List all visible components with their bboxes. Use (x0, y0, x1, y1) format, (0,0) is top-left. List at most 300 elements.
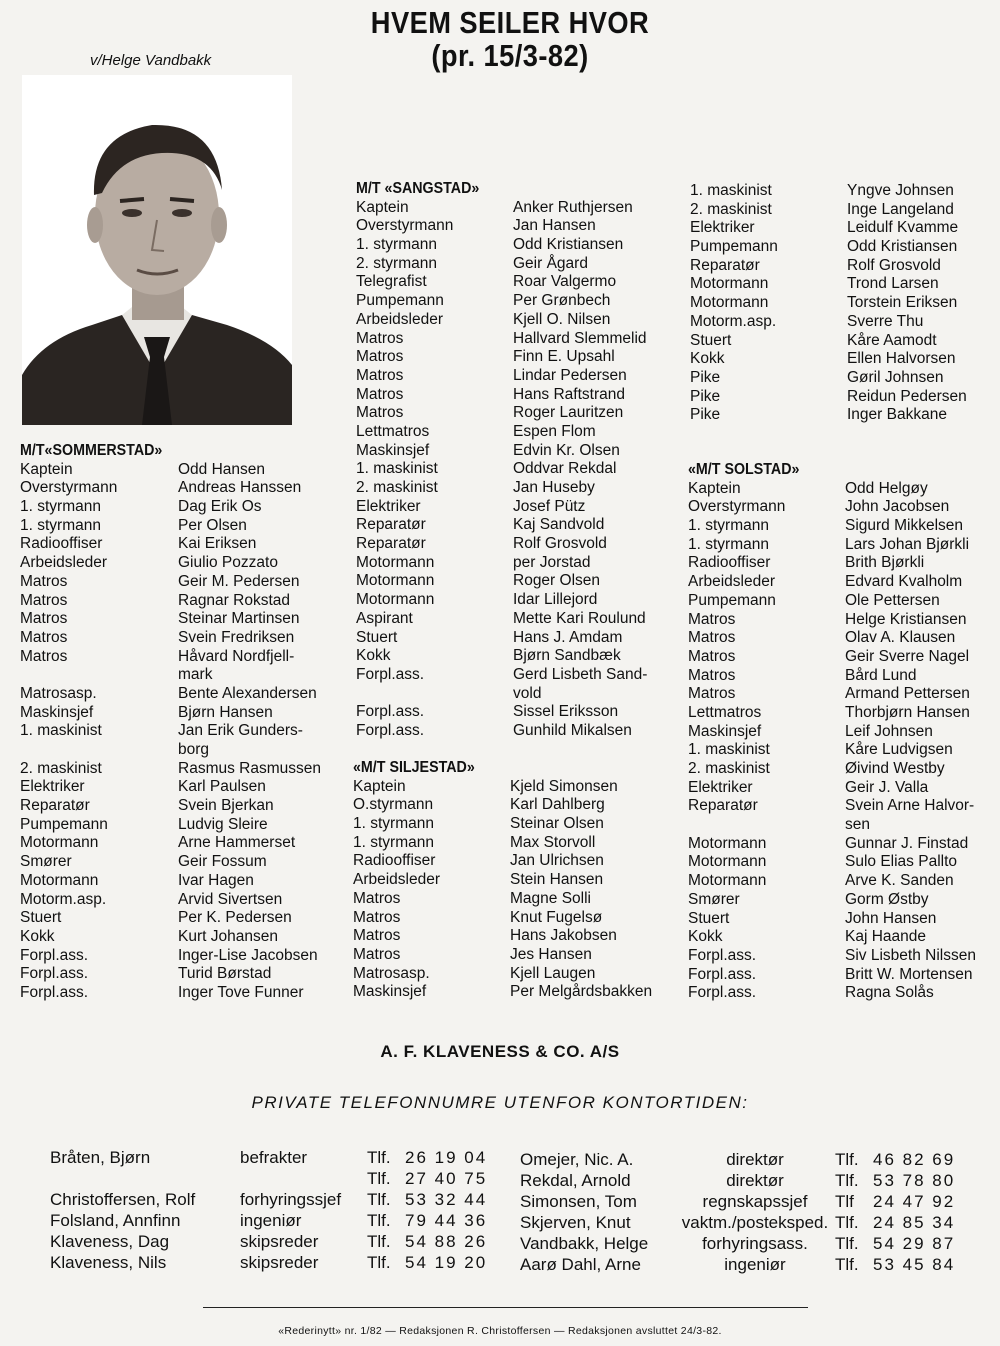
crew-row (356, 498, 686, 517)
crew-row (356, 311, 686, 330)
crew-name: Arve K. Sanden (845, 872, 954, 890)
crew-row (690, 332, 990, 351)
crew-row (688, 667, 993, 686)
crew-role: Elektriker (690, 219, 755, 237)
crew-name: Geir Fossum (178, 853, 267, 871)
crew-role: 1. maskinist (688, 741, 770, 759)
crew-name: per Jorstad (513, 553, 591, 571)
crew-name: Bente Alexandersen (178, 684, 317, 702)
phone-number: 53 78 80 (873, 1171, 956, 1190)
crew-row (688, 947, 993, 966)
crew-row (688, 835, 993, 854)
crew-row (356, 199, 686, 218)
crew-name: Odd Kristiansen (513, 236, 624, 254)
crew-role: 1. styrmann (20, 498, 101, 516)
crew-row (353, 852, 683, 871)
crew-name: Inger Bakkane (847, 406, 947, 424)
crew-role: 2. maskinist (690, 200, 772, 218)
crew-role: Matros (688, 610, 736, 628)
byline: v/Helge Vandbakk (90, 52, 212, 69)
crew-row (20, 853, 340, 872)
crew-row (20, 704, 340, 723)
crew-row (20, 741, 340, 760)
crew-row (688, 592, 993, 611)
crew-role (20, 666, 178, 685)
phone-number: 24 85 34 (873, 1213, 956, 1232)
crew-name: Jan Hansen (513, 217, 596, 235)
crew-role: Lettmatros (356, 422, 430, 440)
crew-row (353, 778, 683, 797)
crew-role: Kaptein (356, 198, 409, 216)
crew-role: Motormann (688, 853, 767, 871)
crew-row (356, 423, 686, 442)
crew-name: Reidun Pedersen (847, 387, 967, 405)
crew-role: 1. maskinist (20, 722, 102, 740)
crew-name: Edvard Kvalholm (845, 573, 963, 591)
crew-role: Arbeidsleder (20, 554, 108, 572)
crew-row (20, 629, 340, 648)
phone-person-title: ingeniør (724, 1255, 786, 1274)
crew-row (356, 591, 686, 610)
crew-row (20, 498, 340, 517)
crew-row (20, 685, 340, 704)
crew-row (690, 350, 990, 369)
crew-role: Arbeidsleder (353, 871, 441, 889)
crew-role: Elektriker (356, 497, 421, 515)
crew-role: Forpl.ass. (356, 703, 425, 721)
crew-role: Matros (353, 889, 401, 907)
footer-credits: «Rederinytt» nr. 1/82 — Redaksjonen R. Christoffersen — Redaksjonen avsluttet 24/3-82. (278, 1325, 722, 1337)
crew-name: Idar Lillejord (513, 591, 598, 609)
crew-role: 2. maskinist (688, 760, 770, 777)
crew-row (690, 369, 990, 388)
crew-role (688, 816, 845, 835)
phone-row (50, 1210, 520, 1231)
crew-role: Matros (688, 629, 736, 647)
phone-person-title: forhyringsass. (702, 1234, 808, 1253)
crew-row (20, 573, 340, 592)
crew-row (356, 273, 686, 292)
crew-role: Matros (356, 404, 404, 422)
crew-name: Kåre Ludvigsen (845, 741, 953, 759)
crew-name: Arne Hammerset (178, 834, 296, 852)
phone-person-title: forhyringssjef (240, 1190, 342, 1209)
phone-row (520, 1233, 970, 1254)
crew-list-solstad (688, 461, 993, 1003)
crew-name: Gøril Johnsen (847, 368, 944, 386)
crew-name: Hans Jakobsen (510, 927, 617, 945)
crew-role: Motorm.asp. (20, 890, 107, 908)
crew-name: Lars Johan Bjørkli (845, 535, 970, 553)
crew-role: Forpl.ass. (20, 983, 89, 1001)
crew-role: Kokk (688, 928, 723, 946)
crew-name: Britt W. Mortensen (845, 965, 973, 983)
crew-role: Matros (353, 927, 401, 945)
crew-row (20, 610, 340, 629)
crew-role: Matros (688, 666, 736, 684)
crew-name: Mette Kari Roulund (513, 609, 646, 627)
crew-row (688, 816, 993, 835)
crew-row (20, 592, 340, 611)
crew-role: Lettmatros (688, 703, 762, 721)
crew-name: Brith Bjørkli (845, 554, 925, 572)
crew-name: Giulio Pozzato (178, 554, 278, 572)
crew-row (356, 722, 686, 741)
crew-row (353, 983, 683, 1002)
phone-person-title: ingeniør (240, 1211, 302, 1230)
crew-row (356, 479, 686, 498)
crew-role: 2. styrmann (356, 254, 437, 272)
crew-row (20, 834, 340, 853)
portrait-illustration (22, 75, 292, 425)
crew-role: Elektriker (20, 778, 85, 796)
crew-name: Roar Valgermo (513, 273, 617, 291)
crew-role: Matros (20, 591, 68, 609)
crew-row (690, 201, 990, 220)
crew-role: Smører (688, 890, 740, 908)
crew-name: Hans J. Amdam (513, 628, 623, 646)
crew-name: Steinar Olsen (510, 815, 604, 833)
crew-row (20, 797, 340, 816)
crew-row (688, 629, 993, 648)
crew-name: Kurt Johansen (178, 927, 278, 945)
crew-role: 1. styrmann (356, 236, 437, 254)
crew-name: Jan Ulrichsen (510, 852, 604, 870)
crew-role: Reparatør (20, 797, 90, 815)
crew-name: Ole Pettersen (845, 591, 940, 609)
crew-role: Stuert (356, 628, 398, 646)
crew-name: Torstein Eriksen (847, 294, 958, 312)
crew-row (688, 910, 993, 929)
crew-name: Dag Erik Os (178, 498, 262, 516)
crew-role: Motorm.asp. (690, 312, 777, 330)
crew-role: Overstyrmann (356, 217, 454, 235)
crew-role: 1. styrmann (20, 516, 101, 534)
crew-name: Lindar Pedersen (513, 366, 627, 384)
crew-row (688, 704, 993, 723)
phone-row (520, 1149, 970, 1170)
phone-person-name: Bråten, Bjørn (50, 1148, 151, 1167)
crew-row (356, 685, 686, 704)
crew-row (688, 853, 993, 872)
crew-name: Josef Pütz (513, 497, 586, 515)
ship-heading-sommerstad: M/T«SOMMERSTAD» (20, 442, 163, 459)
title-line-2: (pr. 15/3-82) (431, 38, 589, 73)
crew-row (688, 891, 993, 910)
phone-list-left (50, 1147, 520, 1273)
crew-row (356, 516, 686, 535)
crew-name: Anker Ruthjersen (513, 198, 633, 216)
crew-role: 1. styrmann (353, 833, 434, 851)
crew-name: Sigurd Mikkelsen (845, 517, 964, 535)
portrait-photo (22, 75, 292, 425)
crew-role: Stuert (20, 909, 62, 927)
crew-row (353, 815, 683, 834)
crew-role: Telegrafist (356, 273, 427, 291)
crew-row (356, 629, 686, 648)
crew-name: Magne Solli (510, 889, 591, 907)
phone-row (520, 1170, 970, 1191)
crew-role: Matros (20, 572, 68, 590)
crew-name: Ragna Solås (845, 984, 934, 1002)
crew-row (353, 965, 683, 984)
crew-row (356, 572, 686, 591)
crew-role: Pumpemann (20, 815, 108, 833)
page-title (325, 6, 695, 72)
crew-role: Radiooffiser (688, 554, 771, 572)
crew-role: Elektriker (688, 778, 753, 796)
crew-name: Espen Flom (513, 422, 596, 440)
crew-name: Geir M. Pedersen (178, 572, 300, 590)
phone-number: 46 82 69 (873, 1150, 956, 1169)
phone-row (50, 1147, 520, 1168)
phone-number: 79 44 36 (405, 1211, 488, 1230)
crew-row (20, 479, 340, 498)
crew-name: Geir J. Valla (845, 778, 929, 796)
phone-number: 24 47 92 (873, 1192, 956, 1211)
crew-row (356, 460, 686, 479)
crew-row (356, 348, 686, 367)
phone-tlf-label: Tlf. (367, 1211, 391, 1230)
crew-name: Jan Huseby (513, 479, 595, 496)
phone-number: 54 19 20 (405, 1253, 488, 1272)
crew-role: Maskinsjef (353, 983, 427, 1001)
crew-row (356, 236, 686, 255)
crew-name: Per Olsen (178, 516, 247, 534)
crew-role: Kokk (690, 350, 725, 368)
crew-name: Ragnar Rokstad (178, 591, 291, 609)
crew-role: Maskinsjef (20, 703, 94, 721)
crew-role: Forpl.ass. (688, 984, 757, 1002)
crew-list-siljestad (353, 759, 683, 1002)
crew-name: Edvin Kr. Olsen (513, 441, 620, 459)
crew-role: Forpl.ass. (20, 946, 89, 964)
crew-name: Gunhild Mikalsen (513, 721, 632, 739)
crew-name: Siv Lisbeth Nilssen (845, 946, 976, 964)
crew-name: Kaj Haande (845, 928, 927, 946)
phone-person-title: direktør (726, 1171, 784, 1190)
crew-row (353, 871, 683, 890)
phone-number: 54 29 87 (873, 1234, 956, 1253)
phone-person-name: Klaveness, Nils (50, 1253, 167, 1272)
crew-name: Rolf Grosvold (513, 535, 607, 553)
phone-tlf-label: Tlf. (367, 1169, 391, 1188)
crew-name: Odd Helgøy (845, 479, 928, 497)
crew-row (20, 554, 340, 573)
crew-name: Svein Arne Halvor- (845, 797, 975, 815)
crew-name: Kåre Aamodt (847, 331, 937, 349)
crew-name: Svein Bjerkan (178, 797, 274, 815)
crew-name: Helge Kristiansen (845, 610, 967, 628)
crew-role: Arbeidsleder (688, 573, 776, 591)
crew-name: Kaj Sandvold (513, 516, 605, 534)
crew-row (20, 461, 340, 480)
crew-row (688, 797, 993, 816)
crew-row (353, 834, 683, 853)
phone-person-title: befrakter (240, 1148, 308, 1167)
phone-person-name: Omejer, Nic. A. (520, 1150, 634, 1169)
crew-name: Arvid Sivertsen (178, 890, 283, 908)
crew-row (690, 313, 990, 332)
crew-name: Svein Fredriksen (178, 628, 295, 646)
crew-role: Motormann (20, 834, 99, 852)
crew-role: Reparatør (356, 516, 426, 534)
crew-role: Radiooffiser (353, 852, 436, 870)
crew-name: borg (178, 741, 210, 758)
crew-role: Pike (690, 368, 721, 386)
crew-row (20, 928, 340, 947)
crew-role: Arbeidsleder (356, 310, 444, 328)
crew-role: Motormann (688, 872, 767, 890)
crew-role: 1. styrmann (688, 517, 769, 535)
crew-name: Bjørn Sandbæk (513, 647, 621, 665)
crew-row (688, 517, 993, 536)
crew-name: Inger-Lise Jacobsen (178, 946, 318, 964)
crew-role: Matros (356, 329, 404, 347)
crew-role: Reparatør (688, 797, 758, 815)
crew-name: Sissel Eriksson (513, 703, 619, 721)
crew-name: Andreas Hanssen (178, 479, 302, 497)
crew-list-sangstad (356, 180, 686, 741)
crew-name: Olav A. Klausen (845, 629, 956, 647)
phone-number: 26 19 04 (405, 1148, 488, 1167)
crew-list-sommerstad (20, 442, 340, 1003)
crew-row (356, 554, 686, 573)
crew-role: 1. maskinist (356, 460, 438, 478)
crew-name: John Hansen (845, 909, 937, 927)
crew-name: Roger Olsen (513, 572, 601, 590)
crew-name: Turid Børstad (178, 965, 272, 983)
crew-row (20, 722, 340, 741)
crew-role: 1. styrmann (688, 535, 769, 553)
phone-person-name: Folsland, Annfinn (50, 1211, 181, 1230)
crew-role: Overstyrmann (20, 479, 118, 497)
crew-row (688, 741, 993, 760)
ship-heading-siljestad: «M/T SILJESTAD» (353, 759, 475, 776)
phone-person-name: Aarø Dahl, Arne (520, 1255, 641, 1274)
crew-name: Håvard Nordfjell- (178, 647, 295, 665)
phone-person-title: skipsreder (240, 1232, 319, 1251)
crew-row (688, 928, 993, 947)
crew-row (20, 778, 340, 797)
crew-row (353, 946, 683, 965)
crew-role: Matros (688, 647, 736, 665)
phone-row (50, 1252, 520, 1273)
crew-name: Hans Raftstrand (513, 385, 625, 403)
crew-role: Matros (356, 385, 404, 403)
crew-name: Sverre Thu (847, 312, 924, 330)
phone-person-name: Vandbakk, Helge (520, 1234, 649, 1253)
crew-row (356, 386, 686, 405)
crew-role: Kokk (20, 927, 55, 945)
crew-role: Matros (20, 610, 68, 628)
crew-row (356, 666, 686, 685)
phone-person-title: regnskapssjef (702, 1192, 808, 1211)
crew-row (20, 872, 340, 891)
crew-name: Gunnar J. Finstad (845, 834, 969, 852)
crew-name: Geir Sverre Nagel (845, 647, 970, 665)
crew-name: Bård Lund (845, 666, 917, 684)
ship-heading-solstad: «M/T SOLSTAD» (688, 461, 800, 478)
crew-name: Per Grønbech (513, 292, 611, 310)
crew-role: 1. maskinist (690, 182, 772, 199)
crew-name: Hallvard Slemmelid (513, 329, 647, 347)
crew-name: Ellen Halvorsen (847, 350, 956, 368)
phone-person-name (50, 1168, 240, 1189)
crew-role: 2. maskinist (356, 479, 438, 496)
crew-row (20, 816, 340, 835)
crew-name: Gorm Østby (845, 890, 929, 908)
crew-row (688, 536, 993, 555)
crew-row (356, 535, 686, 554)
crew-row (356, 255, 686, 274)
crew-name: Kjell Laugen (510, 964, 596, 982)
crew-name: Gerd Lisbeth Sand- (513, 665, 648, 683)
crew-role: Kaptein (688, 479, 741, 497)
crew-row (688, 872, 993, 891)
phone-row (520, 1254, 970, 1275)
crew-role: Matros (20, 628, 68, 646)
crew-role: Forpl.ass. (356, 721, 425, 739)
crew-name: mark (178, 666, 213, 684)
phone-tlf-label: Tlf. (367, 1148, 391, 1167)
crew-name: Leidulf Kvamme (847, 219, 959, 237)
crew-row (688, 573, 993, 592)
crew-name: sen (845, 816, 870, 834)
crew-row (356, 703, 686, 722)
crew-role: Matros (353, 908, 401, 926)
crew-row (690, 219, 990, 238)
phone-list-right (520, 1149, 970, 1275)
phone-person-title: direktør (726, 1150, 784, 1169)
crew-role: Maskinsjef (688, 722, 762, 740)
phone-person-name: Simonsen, Tom (520, 1192, 637, 1211)
crew-name: Knut Fugelsø (510, 908, 603, 926)
crew-role: Radiooffiser (20, 535, 103, 553)
crew-role: Motormann (688, 834, 767, 852)
crew-row (353, 927, 683, 946)
crew-row (688, 984, 993, 1003)
phone-tlf-label: Tlf. (367, 1190, 391, 1209)
crew-name: Stein Hansen (510, 871, 604, 889)
crew-role: O.styrmann (353, 796, 434, 814)
crew-name: Max Storvoll (510, 833, 596, 851)
crew-row (20, 535, 340, 554)
crew-role: Pike (690, 387, 721, 405)
crew-row (688, 966, 993, 985)
crew-name: Inger Tove Funner (178, 983, 304, 1001)
crew-role: Maskinsjef (356, 441, 430, 459)
crew-role: 1. styrmann (353, 815, 434, 833)
crew-row (356, 610, 686, 629)
phone-row (50, 1189, 520, 1210)
phone-tlf-label: Tlf. (835, 1171, 859, 1190)
crew-name: Øivind Westby (845, 760, 945, 777)
crew-row (356, 217, 686, 236)
footer-divider (203, 1307, 808, 1308)
crew-row (688, 723, 993, 742)
crew-name: Per Melgårdsbakken (510, 983, 653, 1001)
crew-name: Rolf Grosvold (847, 256, 941, 274)
phone-person-title (240, 1168, 367, 1189)
phone-list-heading: PRIVATE TELEFONNUMRE UTENFOR KONTORTIDEN: (251, 1093, 749, 1112)
crew-name: Kjell O. Nilsen (513, 310, 611, 328)
crew-name: Sulo Elias Pallto (845, 853, 958, 871)
crew-role (20, 741, 178, 760)
crew-row (356, 330, 686, 349)
phone-row (520, 1191, 970, 1212)
crew-role: Pumpemann (356, 292, 444, 310)
